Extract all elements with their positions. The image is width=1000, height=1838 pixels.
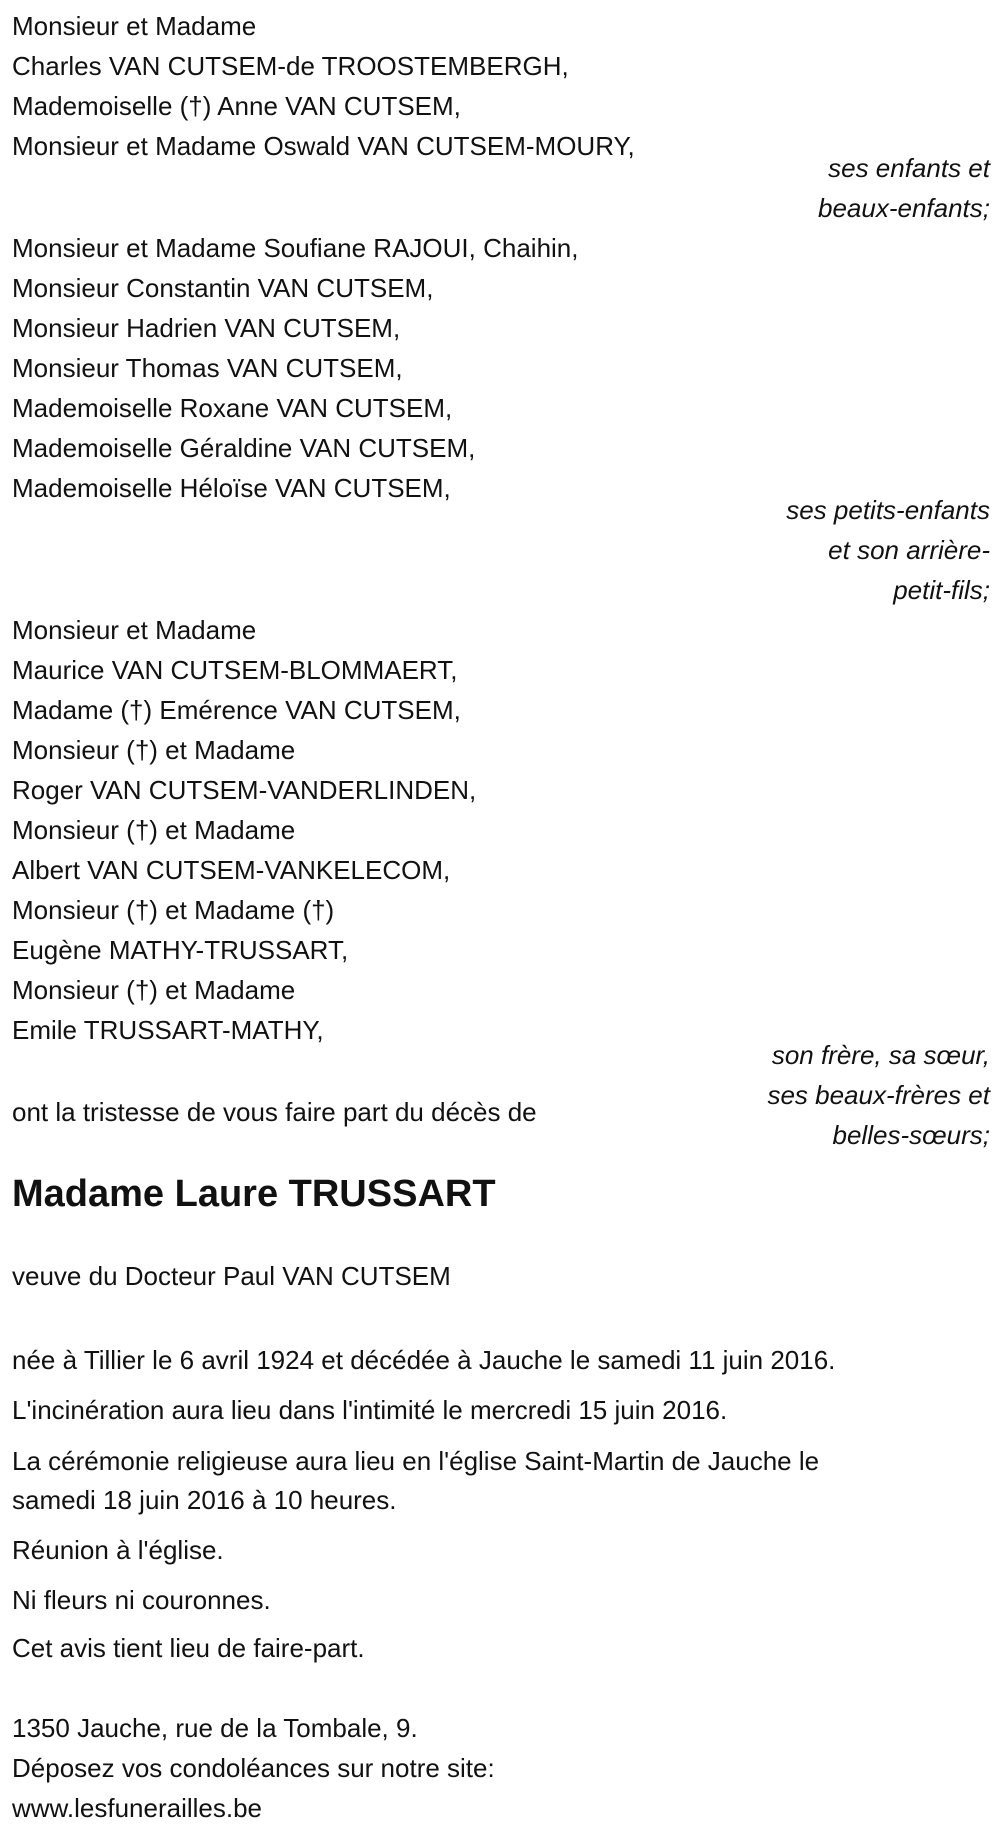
website-link[interactable]: www.lesfunerailles.be (12, 1793, 263, 1823)
widow-of-text: veuve du Docteur Paul VAN CUTSEM (12, 1261, 451, 1291)
relation-label: ses beaux-frères et (767, 1080, 990, 1110)
relation-label: ses petits-enfants (786, 495, 990, 525)
family-line: Roger VAN CUTSEM-VANDERLINDEN, (12, 775, 477, 805)
condolences-text: Déposez vos condoléances sur notre site: (12, 1753, 495, 1783)
announcement-text: ont la tristesse de vous faire part du décès de (12, 1097, 537, 1127)
family-line: Monsieur et Madame (12, 615, 257, 645)
family-line: Monsieur (†) et Madame (12, 735, 296, 765)
family-line: Monsieur Hadrien VAN CUTSEM, (12, 313, 401, 343)
family-line: Monsieur (†) et Madame (12, 975, 296, 1005)
family-line: Monsieur (†) et Madame (12, 815, 296, 845)
family-line: Monsieur (†) et Madame (†) (12, 895, 335, 925)
ceremony-text: La cérémonie religieuse aura lieu en l'église Saint-Martin de Jauche le (12, 1446, 820, 1476)
relation-label: et son arrière- (828, 535, 990, 565)
family-line: Mademoiselle Héloïse VAN CUTSEM, (12, 473, 451, 503)
family-line: Mademoiselle (†) Anne VAN CUTSEM, (12, 91, 461, 121)
address-text: 1350 Jauche, rue de la Tombale, 9. (12, 1713, 418, 1743)
family-line: Mademoiselle Géraldine VAN CUTSEM, (12, 433, 476, 463)
relation-label: petit-fils; (893, 575, 990, 605)
cremation-text: L'incinération aura lieu dans l'intimité le mercredi 15 juin 2016. (12, 1395, 728, 1425)
family-line: Mademoiselle Roxane VAN CUTSEM, (12, 393, 453, 423)
deceased-name: Madame Laure TRUSSART (12, 1173, 496, 1215)
family-line: Monsieur et Madame Oswald VAN CUTSEM-MOURY, (12, 131, 635, 161)
family-line: Maurice VAN CUTSEM-BLOMMAERT, (12, 655, 458, 685)
family-line: Monsieur et Madame Soufiane RAJOUI, Chaihin, (12, 233, 579, 263)
family-line: Monsieur Thomas VAN CUTSEM, (12, 353, 403, 383)
family-line: Madame (†) Emérence VAN CUTSEM, (12, 695, 461, 725)
family-line: Emile TRUSSART-MATHY, (12, 1015, 324, 1045)
relation-label: son frère, sa sœur, (771, 1040, 990, 1070)
relation-label: ses enfants et (828, 153, 990, 183)
relation-label: beaux-enfants; (817, 193, 990, 223)
meeting-text: Réunion à l'église. (12, 1535, 224, 1565)
relation-label: belles-sœurs; (832, 1120, 990, 1150)
flowers-text: Ni fleurs ni couronnes. (12, 1585, 271, 1615)
family-line: Albert VAN CUTSEM-VANKELECOM, (12, 855, 451, 885)
ceremony-text-cont: samedi 18 juin 2016 à 10 heures. (12, 1485, 397, 1515)
birth-death-text: née à Tillier le 6 avril 1924 et décédée à Jauche le samedi 11 juin 2016. (12, 1345, 836, 1375)
family-line: Monsieur et Madame (12, 11, 257, 41)
family-line: Monsieur Constantin VAN CUTSEM, (12, 273, 434, 303)
family-line: Charles VAN CUTSEM-de TROOSTEMBERGH, (12, 51, 569, 81)
notice-text: Cet avis tient lieu de faire-part. (12, 1633, 365, 1663)
family-line: Eugène MATHY-TRUSSART, (12, 935, 349, 965)
